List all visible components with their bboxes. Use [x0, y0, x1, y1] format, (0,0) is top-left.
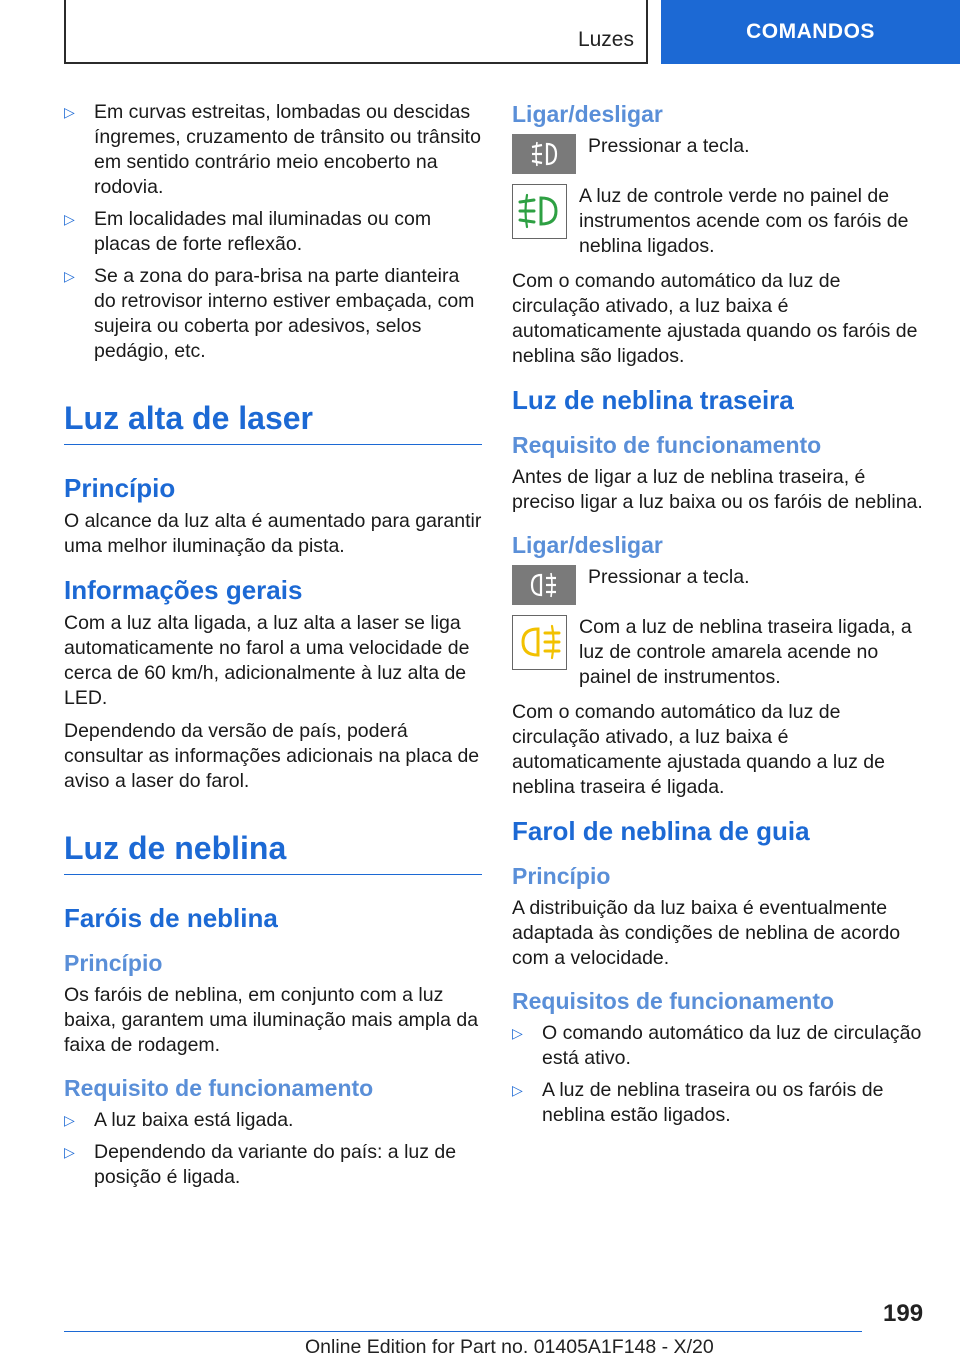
list-item: ▷ O comando automático da luz de circulação está ativo.: [512, 1022, 922, 1069]
paragraph: A luz de controle verde no painel de instrumentos acende com os faróis de neblina ligados.: [579, 185, 909, 257]
subheading-principle: Princípio: [512, 863, 611, 889]
paragraph: Pressionar a tecla.: [588, 135, 750, 157]
paragraph: O alcance da luz alta é aumentado para garantir uma melhor iluminação da pista.: [64, 510, 482, 557]
paragraph: Pressionar a tecla.: [588, 566, 750, 588]
rear-fog-indicator-icon: [512, 615, 567, 670]
paragraph: Com a luz de neblina traseira ligada, a luz de controle amarela acende no painel de instrumentos.: [579, 616, 912, 688]
bullet-triangle-icon: ▷: [64, 1112, 75, 1128]
subheading-switch-rear: Ligar/desligar: [512, 532, 663, 558]
page-number: 199: [883, 1300, 924, 1327]
list-item: ▷ Dependendo da variante do país: a luz de posição é ligada.: [64, 1141, 457, 1188]
rear-indicator-row: [512, 615, 928, 690]
heading-general-info: Informações gerais: [64, 575, 303, 605]
paragraph: Dependendo da versão de país, poderá consultar as informações adicionais na placa de aviso a laser do farol.: [64, 720, 480, 792]
paragraph: Os faróis de neblina, em conjunto com a luz baixa, garantem uma iluminação mais ampla da faixa de rodagem.: [64, 984, 479, 1056]
subheading-requirements: Requisitos de funcionamento: [512, 988, 835, 1014]
heading-principle: Princípio: [64, 473, 176, 503]
bullet-list-requirements: [64, 1108, 482, 1190]
subheading-requirement: Requisito de funcionamento: [512, 432, 822, 458]
chapter-tab[interactable]: [661, 0, 960, 64]
list-item: ▷ Em curvas estreitas, lombadas ou descidas íngremes, cruzamento de trânsito ou trânsito em sentido contrário meio encoberto na rodovia.: [64, 101, 481, 198]
front-button-row: [512, 134, 928, 174]
rear-button-row: [512, 565, 928, 605]
bullet-triangle-icon: ▷: [64, 1144, 75, 1160]
bullet-triangle-icon: ▷: [64, 268, 75, 284]
rear-fog-button-icon: [512, 565, 576, 605]
header-section-title: Luzes: [577, 28, 634, 51]
list-item: ▷ A luz de neblina traseira ou os faróis de neblina estão ligados.: [512, 1079, 884, 1126]
list-item: ▷ Em localidades mal iluminadas ou com placas de forte reflexão.: [64, 208, 432, 255]
paragraph: A distribuição da luz baixa é eventualmente adaptada às condições de neblina de acordo com a velocidade.: [512, 897, 901, 969]
front-indicator-row: [512, 184, 928, 259]
footer-edition: Online Edition for Part no. 01405A1F148 - X/20: [305, 1336, 714, 1358]
subheading-switch-front: Ligar/desligar: [512, 101, 663, 127]
bullet-triangle-icon: ▷: [64, 211, 75, 227]
chapter-tab-label: COMANDOS: [746, 20, 875, 43]
list-item: ▷ Se a zona do para-brisa na parte dianteira do retrovisor interno estiver embaçada, com sujeira ou coberta por adesivos, selos pedágio, etc.: [64, 265, 475, 362]
footer-divider: [64, 1331, 862, 1332]
paragraph: Com o comando automático da luz de circulação ativado, a luz baixa é automaticamente ajustada quando os faróis de neblina são ligados.: [512, 270, 918, 367]
paragraph: Antes de ligar a luz de neblina traseira, é preciso ligar a luz baixa ou os faróis de neblina.: [512, 466, 923, 513]
heading-rear-fog: Luz de neblina traseira: [512, 385, 794, 415]
heading-fog-lights: Faróis de neblina: [64, 903, 278, 933]
bullet-triangle-icon: ▷: [512, 1025, 523, 1041]
bullet-list-guide-requirements: [512, 1021, 928, 1128]
subheading-requirement: Requisito de funcionamento: [64, 1075, 374, 1101]
bullet-triangle-icon: ▷: [512, 1082, 523, 1098]
right-column: [512, 100, 928, 1136]
list-item: ▷ A luz baixa está ligada.: [64, 1109, 294, 1131]
bullet-list-conditions: [64, 100, 482, 364]
paragraph: Com o comando automático da luz de circulação ativado, a luz baixa é automaticamente ajustada quando a luz de neblina traseira é ligada.: [512, 701, 885, 798]
front-fog-button-icon: [512, 134, 576, 174]
paragraph: Com a luz alta ligada, a luz alta a laser se liga automaticamente no farol a uma velocidade de cerca de 60 km/h, adicionalmente à luz alta de LED.: [64, 612, 470, 709]
bullet-triangle-icon: ▷: [64, 104, 75, 120]
heading-guide-fog: Farol de neblina de guia: [512, 816, 810, 846]
front-fog-indicator-icon: [512, 184, 567, 239]
left-column: [64, 100, 482, 1198]
section-title-fog: Luz de neblina: [64, 830, 482, 875]
section-title-laser: Luz alta de laser: [64, 400, 482, 445]
subheading-principle: Princípio: [64, 950, 163, 976]
header-frame: [64, 0, 648, 64]
